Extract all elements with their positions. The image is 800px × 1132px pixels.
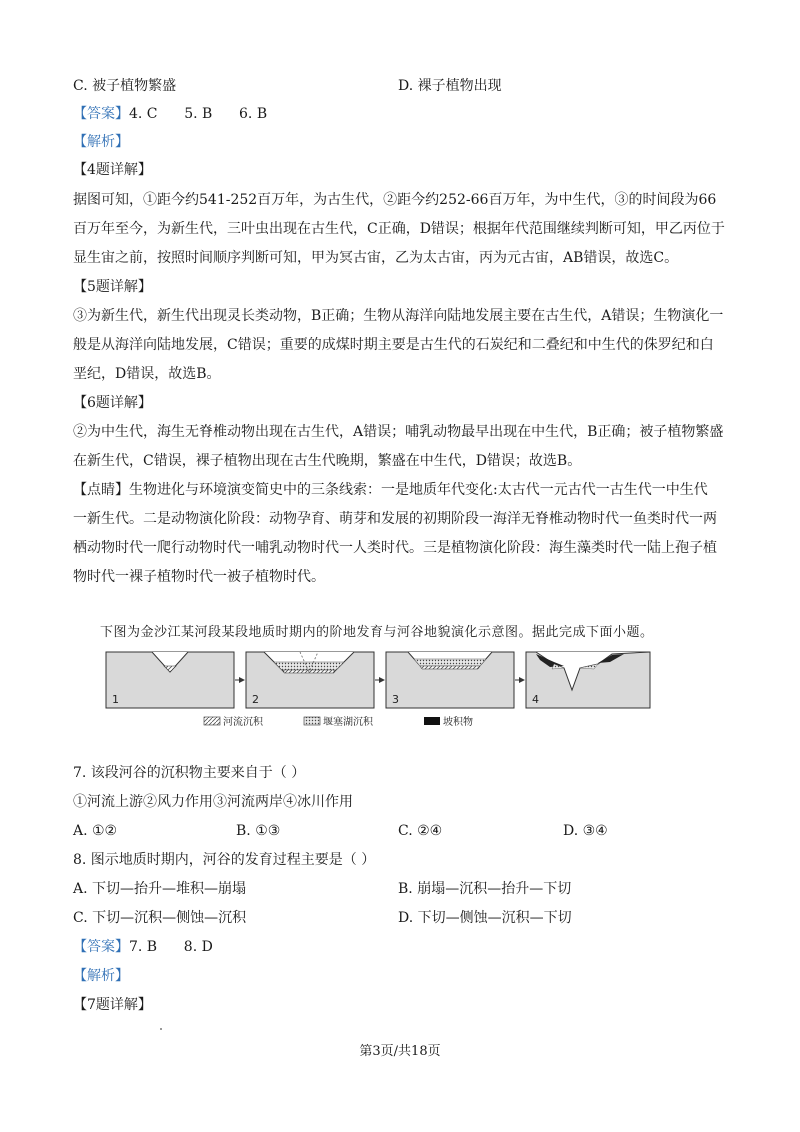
diagram-legend xyxy=(204,715,473,728)
detail-7-heading: 【7题详解】 xyxy=(73,997,152,1013)
analysis-label: 【解析】 xyxy=(73,134,129,150)
q7-option-d: D. ③④ xyxy=(563,823,608,839)
panel-label-3: 3 xyxy=(392,693,399,706)
legend-label-fluvial: 河流沉积 xyxy=(223,717,263,728)
tip-line-3: 栖动物时代一爬行动物时代一哺乳动物时代一人类时代。三是植物演化阶段：海生藻类时代一陆上孢子植 xyxy=(73,540,717,556)
q7-option-c: C. ②④ xyxy=(398,823,443,839)
q7-option-a: A. ①② xyxy=(73,823,118,839)
detail-4-line-2: 百万年至今，为新生代，三叶虫出现在古生代，C正确，D错误；根据年代范围继续判断可知，甲乙丙位于 xyxy=(73,221,725,237)
detail-4-line-1: 据图可知，①距今约541-252百万年，为古生代，②距今约252-66百万年，为中生代，③的时间段为66 xyxy=(73,192,717,208)
q6-option-c: C. 被子植物繁盛 xyxy=(73,78,177,94)
legend-swatch-fluvial xyxy=(204,717,220,725)
q7-items: ①河流上游②风力作用③河流两岸④冰川作用 xyxy=(73,794,353,810)
valley-evolution-diagram xyxy=(104,650,652,730)
q8-stem: 8. 图示地质时期内，河谷的发育过程主要是（ ） xyxy=(73,852,376,868)
detail-5-line-2: 般是从海洋向陆地发展，C错误；重要的成煤时期主要是古生代的石炭纪和二叠纪和中生代的侏罗纪和白 xyxy=(73,337,714,353)
detail-6-line-1: ②为中生代，海生无脊椎动物出现在古生代，A错误；哺乳动物最早出现在中生代，B正确；被子植物繁盛 xyxy=(73,424,724,440)
tip-line-1 xyxy=(73,480,708,500)
answer-text: 4. C 5. B 6. B xyxy=(129,106,268,122)
diagram-panel-3 xyxy=(386,652,514,708)
analysis-label-2: 【解析】 xyxy=(73,968,129,984)
detail-4-line-3: 显生宙之前，按照时间顺序判断可知，甲为冥古宙，乙为太古宙，丙为元古宙，AB错误，故选C。 xyxy=(73,250,679,266)
stray-dot xyxy=(160,1028,162,1030)
answer-line-7-8 xyxy=(73,937,213,957)
q8-option-b: B. 崩塌—沉积—抬升—下切 xyxy=(398,881,572,897)
diagram-panel-4 xyxy=(526,652,650,708)
answer-label: 【答案】 xyxy=(73,106,129,122)
panel-label-4: 4 xyxy=(532,693,539,706)
legend-swatch-colluvium xyxy=(424,717,440,725)
legend-swatch-lake xyxy=(304,717,320,725)
tip-line-4: 物时代一裸子植物时代一被子植物时代。 xyxy=(73,569,325,585)
q8-option-c: C. 下切—沉积—侧蚀—沉积 xyxy=(73,910,247,926)
answer-text-2: 7. B 8. D xyxy=(129,939,213,955)
figure-caption: 下图为金沙江某河段某段地质时期内的阶地发育与河谷地貌演化示意图。据此完成下面小题。 xyxy=(100,625,654,640)
answer-label-2: 【答案】 xyxy=(73,939,129,955)
tip-text-1: 生物进化与环境演变简史中的三条线索：一是地质年代变化:太古代一元古代一古生代一中生代 xyxy=(129,482,708,498)
legend-label-lake: 堰塞湖沉积 xyxy=(323,717,373,728)
diagram-panel-2 xyxy=(246,652,374,708)
q8-option-a: A. 下切—抬升—堆积—崩塌 xyxy=(73,881,247,897)
detail-5-line-3: 垩纪，D错误，故选B。 xyxy=(73,366,221,382)
detail-6-heading: 【6题详解】 xyxy=(73,395,152,411)
panel-label-2: 2 xyxy=(252,693,259,706)
detail-4-heading: 【4题详解】 xyxy=(73,162,152,178)
legend-label-colluvium: 坡积物 xyxy=(443,717,473,728)
q7-option-b: B. ①③ xyxy=(236,823,281,839)
tip-line-2: 一新生代。二是动物演化阶段：动物孕育、萌芽和发展的初期阶段一海洋无脊椎动物时代一鱼类时代一两 xyxy=(73,511,717,527)
q6-option-d: D. 裸子植物出现 xyxy=(398,78,502,94)
answer-line-4-6 xyxy=(73,104,267,124)
page-number-footer: 第3页/共18页 xyxy=(359,1044,441,1059)
detail-5-heading: 【5题详解】 xyxy=(73,279,152,295)
detail-5-line-1: ③为新生代，新生代出现灵长类动物，B正确；生物从海洋向陆地发展主要在古生代，A错误；生物演化一 xyxy=(73,308,724,324)
q7-stem: 7. 该段河谷的沉积物主要来自于（ ） xyxy=(73,765,306,781)
q8-option-d: D. 下切—侧蚀—沉积—下切 xyxy=(398,910,572,926)
panel-label-1: 1 xyxy=(112,693,119,706)
diagram-panel-1 xyxy=(106,652,234,708)
tip-heading: 【点睛】 xyxy=(73,482,129,498)
detail-6-line-2: 在新生代，C错误，裸子植物出现在古生代晚期，繁盛在中生代，D错误；故选B。 xyxy=(73,453,582,469)
